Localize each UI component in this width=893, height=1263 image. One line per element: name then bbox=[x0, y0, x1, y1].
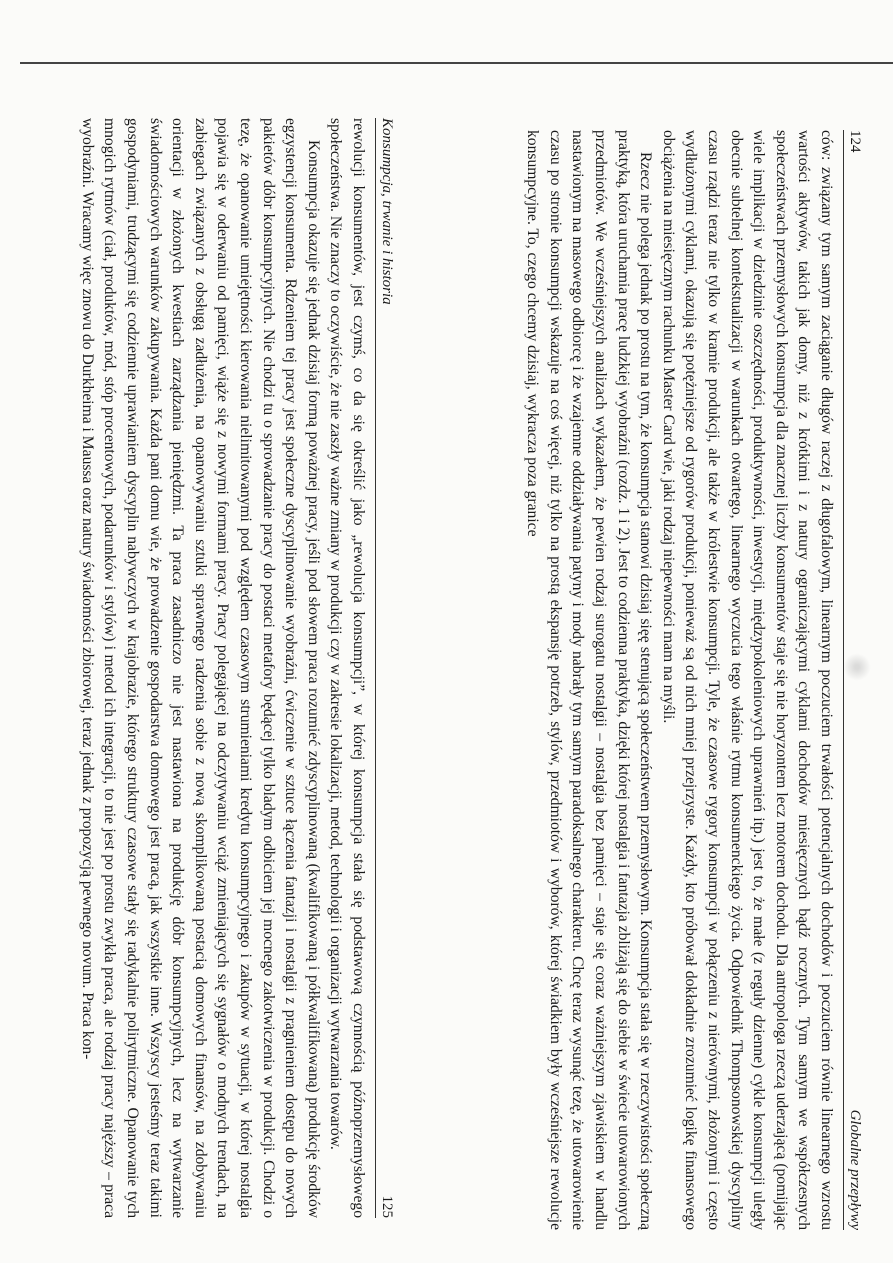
paragraph: Rzecz nie polega jednak po prostu na tym, że konsumpcja stanowi dzisiaj sięę stenującą społeczeństwem przemysłowym. Konsumpcja stała się w rzeczywistości społeczną praktyką, która uruchamia pracę ludzkiej wyobraźni (rozdz. 1 i 2). Jest to codzienna praktyka, dzięki której nostalgia i fantazja zbliżają się do siebie w świecie utowarowionych przedmiotów. We wcześniejszych analizach wykazałem, że pewien rodzaj surogatu nostalgii – nostalgia bez pamięci – staje się coraz ważniejszym zjawiskiem w handlu nastawionym na masowego odbiorcę i że wzajemne oddziaływania patyny i mody nabrały tym samym paradoksalnego charakteru. Chcę teraz wysunąć tezę, że utowarowienie czasu po stronie konsumpcji wskazuje na coś więcej, niż tylko na prostą ekspansję potrzeb, stylów, przedmiotów i wyborów, której świadkiem były wcześniejsze rewolucje konsumpcyjne. To, czego chcemy dzisiaj, wykracza poza granice bbox=[524, 130, 655, 1230]
left-page bbox=[438, 120, 868, 1240]
paragraph: rewolucji konsumentów, jest czymś, co da się określić jako „rewolucja konsumpcji”, w której konsumpcja stała się podstawową czynnością późnoprzemysłowego społeczeństwa. Nie znaczy to oczywiście, że nie zaszły ważne zmiany w produkcji czy w zakresie lokalizacji, metod, technologii i organizacji wytwarzania towarów. bbox=[327, 118, 367, 1218]
running-head bbox=[375, 118, 400, 1218]
page-number: 124 bbox=[847, 130, 863, 153]
page-body bbox=[75, 118, 369, 1218]
paragraph: ców: związany tym samym zaciąganie długów raczej z długofalowym, linearnym poczuciem trwałości potencjalnych dochodów i poczuciem równie linearnego wzrostu wartości aktywów, takich jak domy, niż z krótkimi i z natury ograniczającymi cyklami dochodów miesięcznych bądź rocznych. Tym samym we współczesnych społeczeństwach przemysłowych konsumpcja dla znacznej liczby konsumentów staje się nie horyzontem lecz motorem dochodu. Dla antropologa rzeczą uderzającą (pomijając wiele implikacji w dziedzinie oszczędności, produktywności, inwestycji, międzypokoleniowych uprawnień itp.) jest to, że małe (z reguły dzienne) cykle konsumpcji uległy obecnie subtelnej kontekstualizacji w warunkach otwartego, linearnego wyczucia tego właśnie rytmu konsumenckiego życia. Odpowiednik Thompsonowskiej dyscypliny czasu rządzi teraz nie tylko w kramie produkcji, ale także w królestwie konsumpcji. Tyle, że czasowe rygory konsumpcji w połączeniu z nierównymi, złożonymi i często wydłużonymi cyklami, okazują się potężniejsze od rygorów produkcji, ponieważ są od nich mniej przejrzyste. Każdy, kto próbował dokładnie zrozumieć logikę finansowego obciążenia na miesięcznym rachunku Master Card wie, jaki rodzaj niepewności mam na myśli. bbox=[659, 130, 835, 1230]
page-body bbox=[521, 130, 837, 1230]
paragraph: Konsumpcja okazuje się jednak dzisiaj formą poważnej pracy, jeśli pod słowem praca rozumieć zdyscyplinowaną (kwalifikowaną i półkwalifikowaną) produkcję środków egzystencji konsumenta. Rdzeniem tej pracy jest społeczne dyscyplinowanie wyobraźni, ćwiczenie w sztuce łączenia fantazji i nostalgii z pragnieniem dostępu do nowych pakietów dóbr konsumpcyjnych. Nie chodzi tu o sprowadzanie pracy do postaci metafory będącej tylko bladym odbiciem jej mocnego zakotwiczenia w produkcji. Chodzi o tezę, że opanowanie umiejętności kierowania nielimitowanymi pod względem czasowym strumieniami kredytu konsumpcyjnego i zakupów w sytuacji, w której nostalgia pojawia się w oderwaniu od pamięci, wiąże się z nowymi formami pracy. Pracy polegającej na odczytywaniu wciąż zmieniających się sygnałów o modnych trendach, na zabiegach związanych z obsługą zadłużenia, na opanowywaniu sztuki sprawnego radzenia sobie z nową skomplikowaną postacią domowych finansów, na zdobywaniu orientacji w złożonych kwestiach zarządzania pieniędzmi. Ta praca zasadniczo nie jest nastawiona na produkcję dóbr konsumpcyjnych, lecz na wytwarzanie świadomościowych warunków zakupywania. Każda pani domu wie, że prowadzenie gospodarstwa domowego jest pracą, jak wszystkie inne. Wszyscy jesteśmy teraz takimi gospodyniami, trudzącymi się codziennie uprawianiem dyscyplin nabywczych w krajobrazie, którego struktury czasowe stały się radykalnie polirytmiczne. Opanowanie tych mnogich rytmów (ciał, produktów, mód, stóp procentowych, podarunków i stylów) i metod ich integracji, to nie jest po prostu zwykła praca, ale rodzaj pracy najęższy – praca wyobraźni. Wracamy więc znowu do Durkheima i Maussa oraz natury świadomości zbiorowej, teraz jednak z propozycją pewnego novum. Praca kon- bbox=[78, 118, 322, 1218]
running-head-title: Globalne przepływy bbox=[847, 1109, 863, 1230]
running-head-title: Konsumpcja, trwanie i historia bbox=[379, 118, 395, 305]
right-page bbox=[0, 108, 400, 1228]
page-number: 125 bbox=[379, 1195, 395, 1218]
scan-speck bbox=[840, 652, 874, 682]
